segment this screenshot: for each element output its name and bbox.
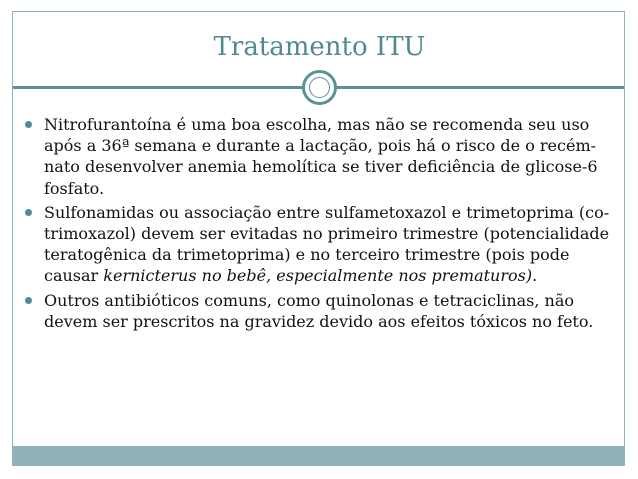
bullet-item-outros-antibioticos [25, 290, 615, 332]
bullet-text-main: Sulfonamidas ou associação entre sulfametoxazol e trimetoprima (co-trimoxazol) devem ser evitadas no primeiro trimestre (potencialidade teratogênica da trimetoprima) e no terceiro trimestre (pois pode causar [44, 202, 610, 286]
bullet-text: Outros antibióticos comuns, como quinolonas e tetraciclinas, não devem ser prescritos na gravidez devido aos efeitos tóxicos no feto. [44, 290, 594, 331]
divider-inner-circle [309, 77, 330, 98]
bullet-text-italic: kernicterus no bebê, especialmente nos prematuros) [103, 266, 533, 286]
bullet-item-sulfonamidas [25, 202, 615, 287]
bullet-text-end: . [532, 266, 538, 286]
bullet-text [44, 203, 609, 286]
divider-circle-ornament [302, 70, 337, 105]
bullet-list [25, 114, 615, 332]
slide-title: Tratamento ITU [213, 32, 426, 62]
bullet-text: Nitrofurantoína é uma boa escolha, mas não se recomenda seu uso após a 36ª semana e durante a lactação, pois há o risco de o recém-nato desenvolver anemia hemolítica se tiver deficiência de glicose-6 fosfato. [44, 115, 598, 198]
bullet-dot-icon [25, 209, 32, 216]
slide-frame [12, 11, 625, 466]
bullet-dot-icon [25, 121, 32, 128]
bullet-item-nitrofurantoina [25, 114, 615, 199]
footer-bar [12, 446, 625, 466]
bullet-dot-icon [25, 297, 32, 304]
